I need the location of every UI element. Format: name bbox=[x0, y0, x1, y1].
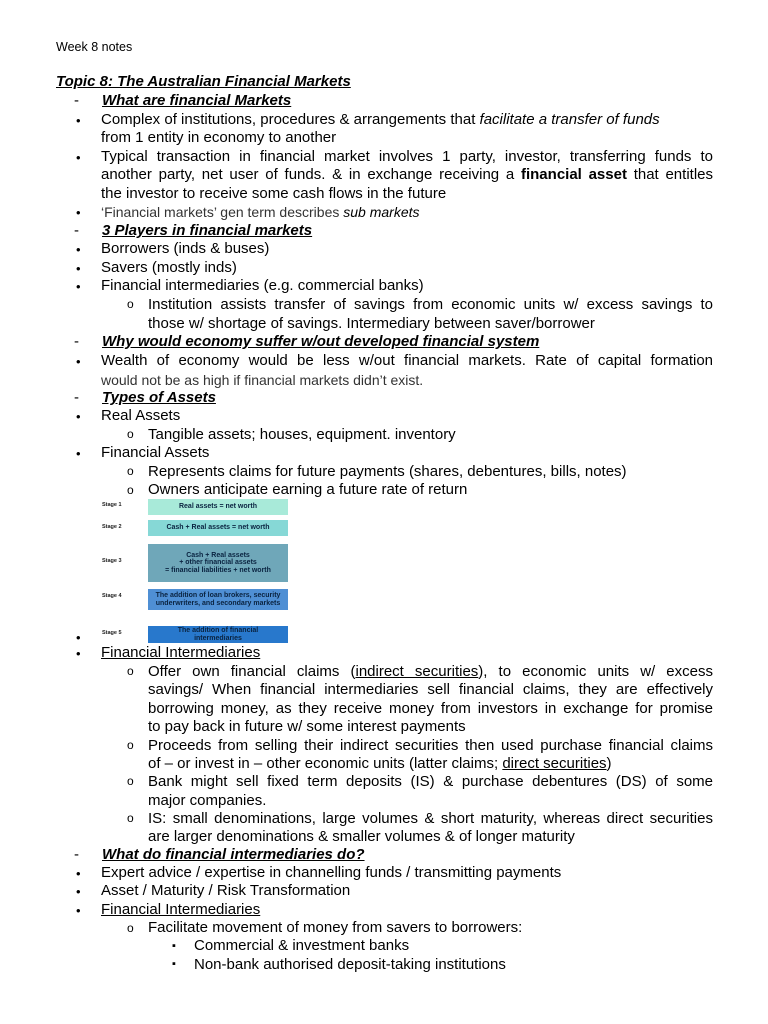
bullet-text: Asset / Maturity / Risk Transformation bbox=[101, 882, 351, 899]
bullet-marker: • bbox=[76, 903, 81, 918]
bullet-text-cont: from 1 entity in economy to another bbox=[101, 129, 337, 146]
section-heading-economy-suffer: Why would economy suffer w/out developed financial system bbox=[102, 333, 540, 350]
section-heading-players: 3 Players in financial markets bbox=[102, 222, 313, 239]
bold-text: financial asset bbox=[520, 166, 627, 183]
stage-text: Cash + Real assets bbox=[186, 551, 250, 559]
sub-bullet-text: Represents claims for future payments (shares, debentures, bills, notes) bbox=[148, 463, 627, 480]
dash-marker: - bbox=[74, 846, 79, 863]
bullet-marker: • bbox=[76, 150, 81, 165]
stage-label: Stage 4 bbox=[102, 593, 122, 599]
circle-marker: o bbox=[127, 664, 134, 678]
stage-text: underwriters, and secondary markets bbox=[155, 599, 281, 607]
bullet-marker: • bbox=[76, 630, 81, 645]
bullet-text: Expert advice / expertise in channelling funds / transmitting payments bbox=[101, 864, 562, 881]
emphasis-text: facilitate a transfer of funds bbox=[479, 111, 660, 128]
stage-box bbox=[148, 499, 288, 515]
section-heading-financial-markets: What are financial Markets bbox=[102, 92, 292, 109]
stage-text: + other financial assets bbox=[179, 559, 257, 567]
bullet-text bbox=[101, 111, 713, 130]
bullet-text: Savers (mostly inds) bbox=[101, 259, 237, 276]
sub-bullet-text: Bank might sell fixed term deposits (IS) & purchase debentures (DS) of some bbox=[148, 773, 713, 790]
sub-bullet-text-cont bbox=[148, 755, 612, 774]
bullet-marker: • bbox=[76, 354, 81, 369]
circle-marker: o bbox=[127, 921, 134, 935]
bullet-marker: • bbox=[76, 279, 81, 294]
sub-bullet-text-cont: are larger denominations & smaller volumes & of longer maturity bbox=[148, 828, 575, 845]
stage-label: Stage 5 bbox=[102, 630, 122, 636]
bullet-marker: • bbox=[76, 261, 81, 276]
sub-bullet-text: IS: small denominations, large volumes & short maturity, whereas direct securities bbox=[148, 810, 713, 827]
section-heading-intermediaries-do: What do financial intermediaries do? bbox=[102, 846, 365, 863]
page-header: Week 8 notes bbox=[56, 40, 133, 54]
text-run: Offer own financial claims ( bbox=[148, 663, 356, 680]
bullet-text-cont: would not be as high if financial markets didn’t exist. bbox=[101, 372, 424, 388]
circle-marker: o bbox=[127, 297, 134, 311]
circle-marker: o bbox=[127, 427, 134, 441]
bullet-text: Wealth of economy would be less w/out financial markets. Rate of capital formation bbox=[101, 352, 713, 369]
sub-bullet-text: Institution assists transfer of savings from economic units w/ excess savings to bbox=[148, 296, 713, 313]
stage-box bbox=[148, 626, 288, 643]
square-marker: ▪ bbox=[172, 940, 176, 952]
bullet-marker: • bbox=[76, 446, 81, 461]
circle-marker: o bbox=[127, 811, 134, 825]
bullet-text-cont bbox=[101, 166, 713, 185]
bullet-marker: • bbox=[76, 242, 81, 257]
circle-marker: o bbox=[127, 483, 134, 497]
sub-bullet-text-cont: borrowing money, as they receive money from investors in exchange for promise bbox=[148, 700, 713, 717]
underlined-text: indirect securities bbox=[355, 663, 479, 680]
sub-sub-bullet-text: Commercial & investment banks bbox=[194, 937, 410, 954]
sub-bullet-text: Facilitate movement of money from savers to borrowers: bbox=[148, 919, 523, 936]
stage-box bbox=[148, 544, 288, 582]
bullet-text: Borrowers (inds & buses) bbox=[101, 240, 270, 257]
dash-marker: - bbox=[74, 222, 79, 239]
bullet-text-underlined: Financial Intermediaries bbox=[101, 644, 261, 661]
text-run: another party, net user of funds. & in exchange receiving a bbox=[101, 166, 521, 183]
underlined-text: direct securities bbox=[502, 755, 607, 772]
bullet-marker: • bbox=[76, 113, 81, 128]
text-run: ), to economic units w/ excess bbox=[478, 663, 713, 680]
bullet-text: Financial Assets bbox=[101, 444, 210, 461]
circle-marker: o bbox=[127, 464, 134, 478]
text-run: of – or invest in – other economic units (latter claims; bbox=[148, 755, 503, 772]
sub-bullet-text-cont: major companies. bbox=[148, 792, 267, 809]
circle-marker: o bbox=[127, 774, 134, 788]
bullet-marker: • bbox=[76, 409, 81, 424]
stage-label: Stage 3 bbox=[102, 558, 122, 564]
stage-text: Cash + Real assets = net worth bbox=[166, 524, 270, 532]
bullet-marker: • bbox=[76, 646, 81, 661]
stage-label: Stage 2 bbox=[102, 524, 122, 530]
stage-text: intermediaries bbox=[194, 634, 242, 642]
sub-bullet-text: Owners anticipate earning a future rate of return bbox=[148, 481, 468, 498]
sub-bullet-text-cont: those w/ shortage of savings. Intermediary between saver/borrower bbox=[148, 315, 595, 332]
bullet-text-underlined: Financial Intermediaries bbox=[101, 901, 261, 918]
bullet-marker: • bbox=[76, 884, 81, 899]
sub-bullet-text-cont: to pay back in future w/ some interest payments bbox=[148, 718, 466, 735]
bullet-text: Financial intermediaries (e.g. commercial banks) bbox=[101, 277, 424, 294]
bullet-text-cont: the investor to receive some cash flows in the future bbox=[101, 185, 447, 202]
topic-title: Topic 8: The Australian Financial Markets bbox=[56, 73, 351, 90]
square-marker: ▪ bbox=[172, 958, 176, 970]
section-heading-types-of-assets: Types of Assets bbox=[102, 389, 216, 406]
emphasis-text: sub markets bbox=[343, 204, 420, 220]
text-run: ) bbox=[606, 755, 612, 772]
stage-text: = financial liabilities + net worth bbox=[165, 566, 271, 574]
stage-text: Real assets = net worth bbox=[178, 503, 257, 511]
sub-sub-bullet-text: Non-bank authorised deposit-taking institutions bbox=[194, 956, 506, 973]
stage-text: The addition of loan brokers, security bbox=[155, 592, 281, 599]
stage-box bbox=[148, 520, 288, 536]
bullet-marker: • bbox=[76, 866, 81, 881]
stage-text: The addition of financial bbox=[177, 627, 259, 634]
dash-marker: - bbox=[74, 92, 79, 109]
text-run: ‘Financial markets’ gen term describes bbox=[101, 204, 344, 220]
dash-marker: - bbox=[74, 389, 79, 406]
sub-bullet-text-cont: savings/ When financial intermediaries sell financial claims, they are effectively bbox=[148, 681, 713, 698]
bullet-text: Typical transaction in financial market involves 1 party, investor, transferring funds to bbox=[101, 148, 713, 165]
stage-box bbox=[148, 589, 288, 610]
stage-label: Stage 1 bbox=[102, 502, 122, 508]
dash-marker: - bbox=[74, 333, 79, 350]
sub-bullet-text bbox=[148, 663, 713, 682]
sub-bullet-text: Tangible assets; houses, equipment. inventory bbox=[148, 426, 456, 443]
bullet-marker: • bbox=[76, 205, 81, 220]
bullet-text: Real Assets bbox=[101, 407, 181, 424]
circle-marker: o bbox=[127, 738, 134, 752]
text-run: that entitles bbox=[626, 166, 713, 183]
bullet-text bbox=[101, 203, 420, 222]
text-run: Complex of institutions, procedures & arrangements that bbox=[101, 111, 480, 128]
sub-bullet-text: Proceeds from selling their indirect securities then used purchase financial claims bbox=[148, 737, 713, 754]
